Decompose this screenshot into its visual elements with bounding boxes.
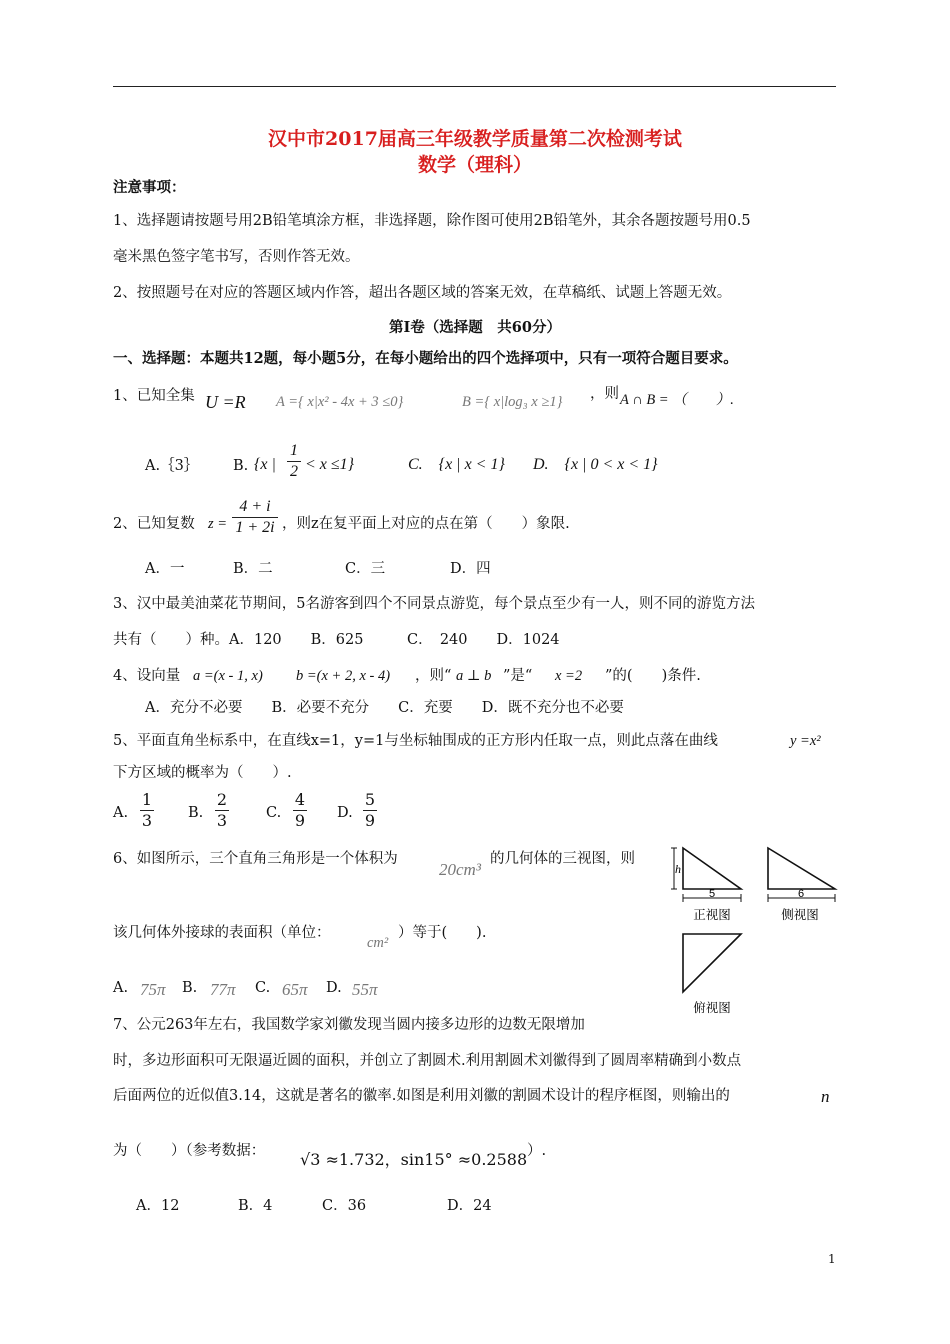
top-view: [683, 934, 741, 992]
q1-universe: U =R: [205, 392, 246, 412]
notice-item-1-cont: 毫米黑色签字笔书写，否则作答无效。: [113, 249, 360, 265]
q6-option-a-value: 75π: [140, 980, 166, 999]
q7-line-1: 7、公元263年左右，我国数学家刘徽发现当圆内接多边形的边数无限增加: [113, 1017, 585, 1033]
fraction-denominator: 2: [290, 463, 298, 480]
q4-vector-b: b =(x + 2, x - 4): [296, 668, 391, 684]
q4-tail: ”的( )条件.: [605, 668, 701, 684]
side-view-caption: 侧视图: [781, 907, 819, 922]
three-view-figure: [668, 842, 843, 1020]
q6-option-d-value: 55π: [352, 980, 378, 999]
notice-item-2: 2、按照题号在对应的答题区域内作答，超出各题区域的答案无效，在草稿纸、试题上答题无效。: [113, 285, 732, 301]
q6-line-2-tail: ）等于( ).: [398, 925, 487, 941]
q5-option-d-fraction: [363, 791, 377, 830]
q7-line-3: 后面两位的近似值3.14，这就是著名的徽率.如图是利用刘徽的割圆术设计的程序框图，则输出的: [113, 1088, 730, 1104]
fraction-bar: [232, 517, 278, 518]
q6-line-2: 该几何体外接球的表面积（单位：: [113, 925, 331, 941]
q2-z: z =: [208, 516, 228, 532]
q5-line-1: 5、平面直角坐标系中，在直线x=1，y=1与坐标轴围成的正方形内任取一点，则此点落在曲线: [113, 733, 718, 749]
q4-mid2: ”是“: [503, 668, 533, 684]
q1-set-b: B ={ x|log₃ x ≥1}: [462, 394, 563, 410]
front-width-label: 5: [708, 888, 716, 900]
q4-options: A．充分不必要 B．必要不充分 C．充要 D．既不充分也不必要: [145, 700, 624, 716]
fraction-numerator: 1: [141, 790, 153, 809]
fraction-numerator: 4 + i: [239, 498, 271, 515]
q6-option-b-label: B.: [182, 980, 198, 996]
q3-line-1: 3、汉中最美油菜花节期间，5名游客到四个不同景点游览，每个景点至少有一人，则不同的游览方法: [113, 596, 755, 612]
q6-option-c-value: 65π: [282, 980, 308, 999]
top-view-caption: 俯视图: [693, 1000, 731, 1015]
q7-line-2: 时，多边形面积可无限逼近圆的面积，并创立了割圆术.利用割圆术刘徽得到了圆周率精确到小数点: [113, 1053, 742, 1069]
q1-option-c: C. {x | x < 1}: [408, 456, 505, 473]
q1-option-b-post: < x ≤1}: [305, 456, 355, 473]
q4-mid: ，则“: [415, 668, 452, 684]
q7-line-4: 为（ ）（参考数据：: [113, 1143, 266, 1159]
front-view: [671, 848, 741, 902]
q6-option-c-label: C.: [255, 980, 271, 996]
q2-option-c: C．三: [345, 561, 386, 577]
q5-option-a-label: A.: [113, 805, 129, 821]
fraction-numerator: 2: [216, 790, 228, 809]
q1-option-a: A.｛3｝: [145, 458, 199, 474]
q2-stem: 2、已知复数: [113, 516, 195, 532]
q5-line-2: 下方区域的概率为（ ）.: [113, 765, 292, 781]
q1-then: ，则: [590, 386, 619, 402]
exam-title: 汉中市2017届高三年级教学质量第二次检测考试: [268, 128, 682, 150]
notice-heading: 注意事项：: [113, 179, 186, 196]
q5-option-b-label: B.: [188, 805, 204, 821]
fraction-numerator: 5: [364, 790, 376, 809]
volume-heading: 第Ⅰ卷（选择题 共60分）: [389, 319, 561, 336]
q7-option-a: A．12: [136, 1198, 180, 1214]
fraction-denominator: 3: [216, 811, 228, 830]
part1-heading: 一、选择题：本题共12题，每小题5分，在每小题给出的四个选择项中，只有一项符合题目要求。: [113, 350, 738, 367]
page-number: 1: [828, 1252, 836, 1266]
q5-option-d-label: D.: [337, 805, 353, 821]
exam-subtitle: 数学（理科）: [417, 154, 532, 176]
q7-output-n: n: [821, 1087, 830, 1106]
q6-option-a-label: A.: [113, 980, 129, 996]
q5-curve: y =x²: [790, 733, 821, 749]
q6-volume: 20cm³: [439, 860, 481, 879]
q6-line-1-tail: 的几何体的三视图，则: [490, 851, 635, 867]
q2-option-d: D．四: [450, 561, 491, 577]
q1-option-b-pre: {x |: [254, 456, 276, 473]
q4-perp: a ⊥ b: [456, 668, 492, 684]
q7-line-4-tail: ）.: [527, 1143, 547, 1159]
q5-option-c-fraction: [293, 791, 307, 830]
q5-option-c-label: C.: [266, 805, 282, 821]
q7-option-d: D．24: [447, 1198, 492, 1214]
fraction-numerator: 1: [290, 442, 298, 459]
q2-option-b: B．二: [233, 561, 273, 577]
q1-stem: 1、已知全集: [113, 388, 195, 404]
fraction-denominator: 1 + 2i: [235, 519, 275, 536]
q2-fraction: [232, 498, 278, 537]
side-width-label: 6: [797, 888, 805, 900]
q6-option-b-value: 77π: [210, 980, 236, 999]
q7-option-b: B．4: [238, 1198, 273, 1214]
q5-option-a-fraction: [140, 791, 154, 830]
fraction-denominator: 3: [141, 811, 153, 830]
fraction-numerator: 4: [294, 790, 306, 809]
q6-option-d-label: D.: [326, 980, 342, 996]
q4-vector-a: a =(x - 1, x): [193, 668, 263, 684]
q4-stem: 4、设向量: [113, 668, 181, 684]
notice-item-1: 1、选择题请按题号用2B铅笔填涂方框，非选择题，除作图可使用2B铅笔外，其余各题按题号用0.5: [113, 213, 751, 229]
q1-option-b-fraction: [287, 442, 301, 481]
height-label: h: [675, 862, 681, 876]
header-rule: [113, 86, 836, 87]
q7-option-c: C．36: [322, 1198, 367, 1214]
q2-stem-tail: ，则z在复平面上对应的点在第（ ）象限.: [282, 516, 570, 532]
q6-line-1: 6、如图所示，三个直角三角形是一个体积为: [113, 851, 398, 867]
fraction-bar: [287, 461, 301, 462]
q6-unit: cm²: [367, 935, 389, 951]
q5-option-b-fraction: [215, 791, 229, 830]
q3-line-2: 共有（ ）种。A．120 B．625 C． 240 D．1024: [113, 632, 560, 648]
q1-set-a: A ={ x|x² - 4x + 3 ≤0}: [276, 394, 404, 410]
front-view-caption: 正视图: [693, 907, 731, 922]
q4-condition: x =2: [555, 668, 583, 684]
q1-ask: A ∩ B = （ ）.: [620, 392, 734, 408]
q1-option-b-label: B.: [233, 458, 249, 474]
fraction-denominator: 9: [294, 811, 306, 830]
fraction-denominator: 9: [364, 811, 376, 830]
q7-reference: √3 ≈1.732，sin15° ≈0.2588: [300, 1150, 528, 1169]
q1-option-d: D. {x | 0 < x < 1}: [533, 456, 658, 473]
q2-option-a: A．一: [145, 561, 185, 577]
